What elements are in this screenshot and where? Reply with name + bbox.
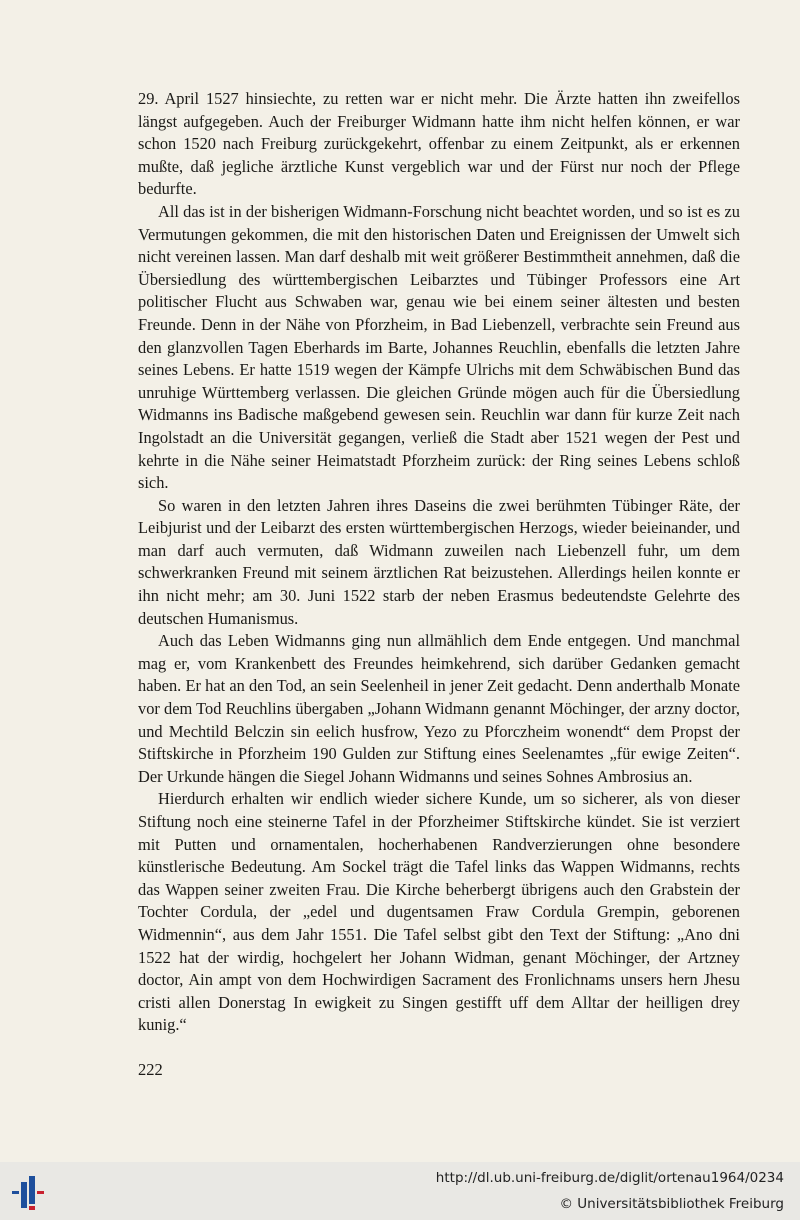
paragraph-5: Hierdurch erhalten wir endlich wieder sichere Kunde, um so sicherer, als von dieser Stiftung noch eine steinerne Tafel in der Pforzheimer Stiftskirche kündet. Sie ist verziert mit Putten und ornamentalen, hocherhabenen Randverzierungen ohne besondere künstlerische Bedeutung. Am Sockel trägt die Tafel links das Wappen Widmanns, rechts das Wappen seiner zweiten Frau. Die Kirche beherbergt übrigens auch den Grabstein der Tochter Cordula, der „edel und dugentsamen Fraw Cordula Grempin, geborenen Widmennin“, aus dem Jahr 1551. Die Tafel selbst gibt den Text der Stiftung: „Ano dni 1522 hat der wirdig, hochgelert her Johann Widman, genant Möchinger, der Artzney doctor, Ain ampt von dem Hochwirdigen Sacrament des Fronlichnams unsers hern Jhesu cristi allen Donerstag In ewigkeit zu Singen gestifft uff dem Alltar der heilligen drey kunig.“ [138,789,740,1035]
body-text [138,88,740,1037]
page-number: 222 [138,1060,163,1079]
ub-freiburg-logo-icon [10,1172,50,1212]
paragraph-2: All das ist in der bisherigen Widmann-Forschung nicht beachtet worden, und so ist es zu Vermutungen gekommen, die mit den historischen Daten und Ereignissen der Umwelt sich nicht vereinen lassen. Man darf deshalb mit weit größerer Bestimmtheit annehmen, daß die Übersiedlung des württembergischen Leibarztes und Tübinger Professors eine Art politischer Flucht aus Schwaben war, genau wie bei einem seiner ältesten und besten Freunde. Denn in der Nähe von Pforzheim, in Bad Liebenzell, verbrachte sein Freund aus den glanzvollen Tagen Eberhards im Barte, Johannes Reuchlin, ebenfalls die letzten Jahre seines Lebens. Er hatte 1519 wegen der Kämpfe Ulrichs mit dem Schwäbischen Bund das unruhige Württemberg verlassen. Die gleichen Gründe mögen auch für die Übersiedlung Widmanns ins Badische maßgebend gewesen sein. Reuchlin war dann für kurze Zeit nach Ingolstadt an die Universität gegangen, verließ die Stadt aber 1521 wegen der Pest und kehrte in die Nähe seiner Heimatstadt Pforzheim zurück: der Ring seines Lebens schloß sich. [138,201,740,493]
paragraph-1: 29. April 1527 hinsiechte, zu retten war er nicht mehr. Die Ärzte hatten ihn zweifellos längst aufgegeben. Auch der Freiburger Widmann hatte ihm nicht helfen können, er war schon 1520 nach Freiburg zurückgekehrt, offenbar zu einem Zeitpunkt, als er erkennen mußte, daß jegliche ärztliche Kunst vergeblich war und der Fürst nur noch der Pflege bedurfte. [138,89,740,199]
paragraph-4: Auch das Leben Widmanns ging nun allmählich dem Ende entgegen. Und manchmal mag er, vom Krankenbett des Freundes heimkehrend, sich darüber Gedanken gemacht haben. Er hat an den Tod, an sein Seelenheil in jener Zeit gedacht. Denn anderthalb Monate vor dem Tod Reuchlins übergaben „Johann Widmann genannt Möchinger, der arzny doctor, und Mechtild Belczin sin eelich husfrow, Yezo zu Pforczheim wonendt“ dem Propst der Stiftskirche in Pforzheim 190 Gulden zur Stiftung eines Seelenamtes „für ewige Zeiten“. Der Urkunde hängen die Siegel Johann Widmanns und seines Sohnes Ambrosius an. [138,631,740,786]
copyright-notice: © Universitätsbibliothek Freiburg [559,1196,784,1212]
paragraph-3: So waren in den letzten Jahren ihres Daseins die zwei berühmten Tübinger Räte, der Leibjurist und der Leibarzt des ersten württembergischen Herzogs, wieder beieinander, und man darf auch vermuten, daß Widmann zuweilen nach Liebenzell fuhr, um dem schwerkranken Freund mit seinem ärztlichen Rat beizustehen. Allerdings heilen konnte er ihn nicht mehr; am 30. Juni 1522 starb der neben Erasmus bedeutendste Gelehrte des deutschen Humanismus. [138,495,740,628]
source-url-link[interactable]: http://dl.ub.uni-freiburg.de/diglit/ortenau1964/0234 [435,1170,784,1186]
